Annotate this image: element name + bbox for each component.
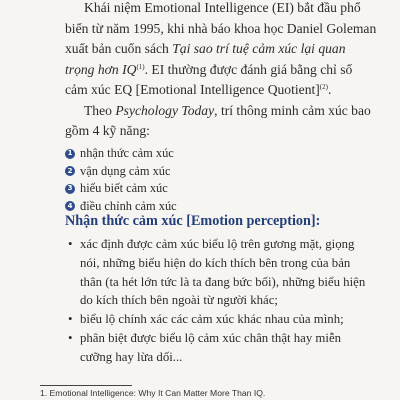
number-badge-icon: 2: [65, 166, 75, 176]
skill-item: [65, 180, 365, 198]
bullet-icon: •: [68, 312, 73, 327]
skill-item: [65, 163, 365, 181]
footnote-divider: [40, 385, 132, 386]
skill-label: hiểu biết cảm xúc: [80, 181, 168, 195]
source-title: Psychology Today: [115, 102, 215, 118]
footnote: 1. Emotional Intelligence: Why It Can Matter More Than IQ.: [40, 388, 266, 398]
number-badge-icon: 1: [65, 149, 75, 159]
bullet-icon: •: [68, 330, 73, 345]
skill-label: điều chỉnh cảm xúc: [80, 198, 177, 213]
list-item: • biểu lộ chính xác các cảm xúc khác nhau của mình;: [68, 310, 373, 329]
skills-list: [65, 145, 365, 215]
book-title: Tại sao trí tuệ cảm xúc lại quan trọng hơn IQ: [65, 41, 346, 77]
intro-text: [65, 0, 377, 142]
bullet-icon: •: [68, 237, 73, 251]
skill-label: vận dụng cảm xúc: [80, 163, 171, 178]
section-heading: Nhận thức cảm xúc [Emotion perception]:: [65, 213, 321, 229]
number-badge-icon: 4: [65, 201, 75, 211]
footnote-ref-1: (1): [136, 62, 145, 71]
paragraph-psychology-today: Theo Psychology Today, trí thông minh cảm xúc bao gồm 4 kỹ năng:: [65, 102, 371, 138]
paragraph-goleman: Khái niệm Emotional Intelligence (EI) bắt đầu phổ biến từ năm 1995, khi nhà báo khoa học Daniel Goleman xuất bản cuốn sách Tại sao trí tuệ cảm xúc lại quan trọng hơn IQ$^{(1)}$. EI thường được đánh giá bằng chỉ số cảm xúc EQ [Emotional Intelligence Quotient]$^{(2)}$.: [65, 0, 377, 97]
list-item: • phân biệt được biểu lộ cảm xúc chân thật hay miễn cưỡng hay lừa dối...: [68, 330, 342, 364]
perception-bullet-list: [68, 235, 373, 367]
number-badge-icon: 3: [65, 184, 75, 194]
footnote-ref-2: (2): [319, 83, 328, 91]
skill-item: [65, 145, 365, 163]
list-item: • xác định được cảm xúc biểu lộ trên gương mặt, giọng nói, những biểu hiện do kích thích bên trong của bản thân (ta hét lớn tức là ta đang bức bối), những biểu hiện do kích thích bên ngoài từ người khác;: [68, 237, 366, 308]
skill-label: nhận thức cảm xúc: [80, 146, 174, 160]
